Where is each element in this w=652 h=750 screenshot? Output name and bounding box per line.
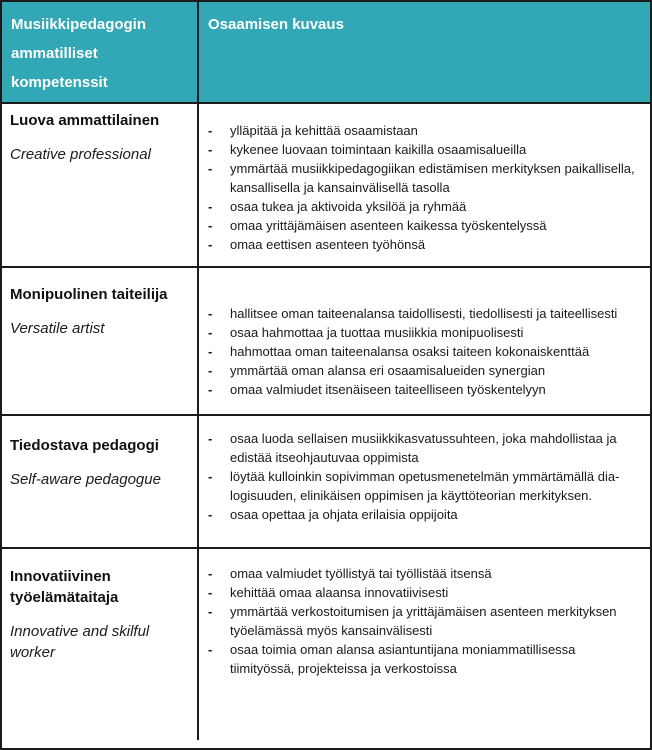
header-col2-label: Osaamisen kuvaus xyxy=(208,16,344,33)
list-item xyxy=(208,602,646,640)
row4-bullet-list xyxy=(208,564,646,678)
table-row-versatile-artist xyxy=(2,266,650,414)
row4-description-cell xyxy=(197,549,650,740)
row3-title-fi: Tiedostava pedagogi xyxy=(10,437,159,454)
list-item xyxy=(208,159,646,197)
bullet-text: osaa hahmottaa ja tuottaa musiikkia monipuolisesti xyxy=(230,325,524,340)
dash-marker: - xyxy=(208,344,213,359)
dash-marker: - xyxy=(208,363,213,378)
row1-title-en: Creative professional xyxy=(10,146,151,163)
bullet-text: hahmottaa oman taiteenalansa osaksi taiteen kokonaiskenttää xyxy=(230,344,590,359)
table-row-selfaware-pedagogue xyxy=(2,414,650,547)
dash-marker: - xyxy=(208,123,213,138)
list-item xyxy=(208,216,646,235)
row2-description-cell xyxy=(197,268,650,414)
dash-marker: - xyxy=(208,469,213,484)
list-item xyxy=(208,304,646,323)
bullet-text: omaa valmiudet työllistyä tai työllistää itsensä xyxy=(230,566,492,581)
dash-marker: - xyxy=(208,585,213,600)
dash-marker: - xyxy=(208,431,213,446)
bullet-text: kehittää omaa alaansa innovatiivisesti xyxy=(230,585,449,600)
dash-marker: - xyxy=(208,507,213,522)
row4-title-fi: Innovatiivinen työelämätaitaja xyxy=(10,568,119,606)
bullet-text: löytää kulloinkin sopivimman opetusmenetelmän ymmärtämällä dialogisuuden, elinikäisen oppimisen ja käyttöteorian merkityksen. xyxy=(230,469,620,503)
row3-title-en: Self-aware pedagogue xyxy=(10,471,161,488)
row3-bullet-list xyxy=(208,429,646,524)
bullet-text: ymmärtää musiikkipedagogiikan edistämisen merkityksen paikallisella, kansallisella ja kansainvälisellä tasolla xyxy=(230,161,635,195)
dash-marker: - xyxy=(208,604,213,619)
list-item xyxy=(208,140,646,159)
dash-marker: - xyxy=(208,382,213,397)
row3-title-cell xyxy=(2,416,197,547)
list-item xyxy=(208,380,646,399)
list-item xyxy=(208,429,646,467)
row2-bullet-list xyxy=(208,304,646,399)
header-col1-label: Musiikkipedagogin ammatilliset kompetenssit xyxy=(11,16,147,91)
dash-marker: - xyxy=(208,306,213,321)
dash-marker: - xyxy=(208,237,213,252)
row1-bullet-list xyxy=(208,121,646,254)
dash-marker: - xyxy=(208,566,213,581)
table-row-innovative-worker xyxy=(2,547,650,740)
list-item xyxy=(208,505,646,524)
row1-title-cell xyxy=(2,104,197,266)
bullet-text: ymmärtää verkostoitumisen ja yrittäjämäisen asenteen merkityksen työelämässä myös kansainvälisesti xyxy=(230,604,617,638)
bullet-text: ymmärtää oman alansa eri osaamisalueiden synergian xyxy=(230,363,546,378)
row2-title-fi: Monipuolinen taiteilija xyxy=(10,286,168,303)
list-item xyxy=(208,583,646,602)
bullet-text: omaa valmiudet itsenäiseen taiteelliseen työskentelyyn xyxy=(230,382,546,397)
list-item xyxy=(208,197,646,216)
dash-marker: - xyxy=(208,142,213,157)
row2-title-cell xyxy=(2,268,197,414)
header-cell-description xyxy=(197,2,650,102)
dash-marker: - xyxy=(208,325,213,340)
table-row-creative-professional xyxy=(2,102,650,266)
list-item xyxy=(208,640,646,678)
list-item xyxy=(208,235,646,254)
bullet-text: kykenee luovaan toimintaan kaikilla osaamisalueilla xyxy=(230,142,527,157)
bullet-text: hallitsee oman taiteenalansa taidollisesti, tiedollisesti ja taiteellisesti xyxy=(230,306,618,321)
list-item xyxy=(208,323,646,342)
table-header-row xyxy=(2,2,650,102)
dash-marker: - xyxy=(208,218,213,233)
dash-marker: - xyxy=(208,161,213,176)
bullet-text: ylläpitää ja kehittää osaamistaan xyxy=(230,123,418,138)
row2-title-en: Versatile artist xyxy=(10,320,105,337)
bullet-text: osaa toimia oman alansa asiantuntijana moniammatillisessa tiimityössä, projekteissa ja verkostoissa xyxy=(230,642,576,676)
list-item xyxy=(208,121,646,140)
row1-description-cell xyxy=(197,104,650,266)
list-item xyxy=(208,361,646,380)
row4-title-cell xyxy=(2,549,197,740)
bullet-text: osaa tukea ja aktivoida yksilöä ja ryhmää xyxy=(230,199,467,214)
dash-marker: - xyxy=(208,199,213,214)
list-item xyxy=(208,467,646,505)
bullet-text: osaa luoda sellaisen musiikkikasvatussuhteen, joka mahdollistaa ja edistää itseohjautuvaa oppimista xyxy=(230,431,617,465)
bullet-text: omaa yrittäjämäisen asenteen kaikessa työskentelyssä xyxy=(230,218,547,233)
header-cell-competencies xyxy=(2,2,197,102)
row1-title-fi: Luova ammattilainen xyxy=(10,112,160,129)
list-item xyxy=(208,342,646,361)
bullet-text: omaa eettisen asenteen työhönsä xyxy=(230,237,426,252)
list-item xyxy=(208,564,646,583)
row4-title-en: Innovative and skilful worker xyxy=(10,623,150,661)
dash-marker: - xyxy=(208,642,213,657)
bullet-text: osaa opettaa ja ohjata erilaisia oppijoita xyxy=(230,507,458,522)
row3-description-cell xyxy=(197,416,650,547)
